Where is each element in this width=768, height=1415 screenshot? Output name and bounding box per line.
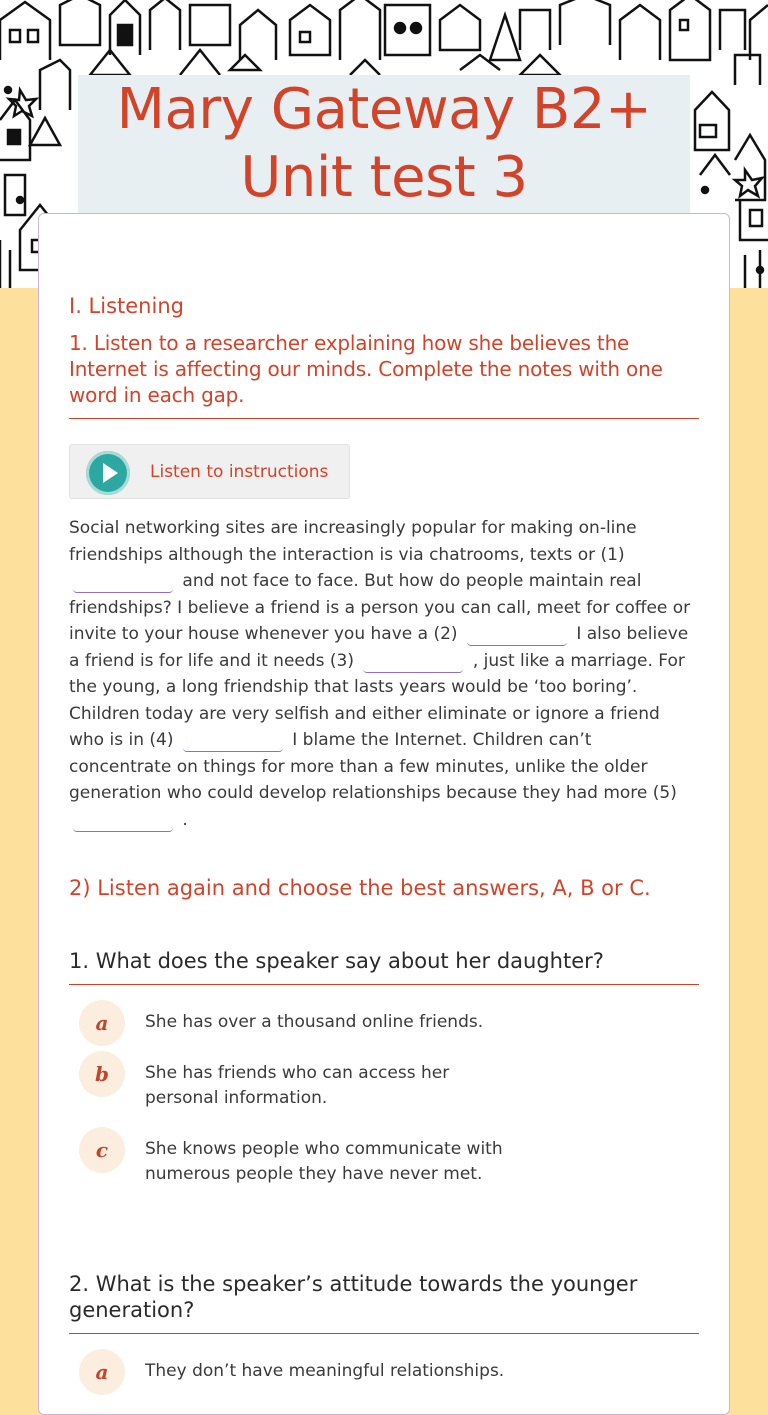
gap-input-3[interactable] xyxy=(363,652,463,673)
page-title-line2: Unit test 3 xyxy=(240,145,528,210)
question-divider xyxy=(69,984,699,985)
section-divider xyxy=(69,418,699,419)
question-1: 1. What does the speaker say about her daughter? xyxy=(69,949,604,973)
section-instruction: 1. Listen to a researcher explaining how she believes the Internet is affecting our minds. Complete the notes with one word in each gap. xyxy=(69,331,663,407)
question-2: 2. What is the speaker’s attitude towards the younger generation? xyxy=(69,1272,638,1322)
listen-instructions-label: Listen to instructions xyxy=(150,462,329,482)
option-text: She has over a thousand online friends. xyxy=(145,1012,484,1032)
page-title xyxy=(78,76,690,212)
passage-text: Social networking sites are increasingly popular for making on-line friendships although the interaction is via chatrooms, texts or (1) xyxy=(69,518,637,565)
passage-text: I blame the Internet. Children can’t concentrate on things for more than a few minutes, unlike the older generation who could develop relationships because they had more (5) xyxy=(69,730,677,803)
play-icon[interactable] xyxy=(86,451,130,495)
passage-text: . xyxy=(177,809,188,830)
option-text: She knows people who communicate with numerous people they have never met. xyxy=(145,1139,503,1184)
option-letter[interactable]: c xyxy=(79,1127,125,1173)
option-letter[interactable]: a xyxy=(79,1000,125,1046)
gap-input-5[interactable] xyxy=(73,811,173,832)
gap-input-2[interactable] xyxy=(467,625,567,646)
option-text: They don’t have meaningful relationships. xyxy=(145,1361,505,1381)
section-label: I. Listening xyxy=(69,294,184,318)
option-letter[interactable]: b xyxy=(79,1051,125,1097)
page-title-line1: Mary Gateway B2+ xyxy=(116,77,652,142)
passage-text: and not face to face. But how do people maintain real friendships? I believe a friend is a person you can call, meet for coffee or invite to your house whenever you have a (2) xyxy=(69,571,691,644)
listen-instructions-button[interactable] xyxy=(69,444,350,499)
listening-passage xyxy=(69,515,697,833)
option-text: She has friends who can access her personal information. xyxy=(145,1063,450,1108)
question-divider xyxy=(69,1333,699,1334)
gap-input-4[interactable] xyxy=(183,731,283,752)
gap-input-1[interactable] xyxy=(73,572,173,593)
part2-heading: 2) Listen again and choose the best answers, A, B or C. xyxy=(69,876,651,900)
option-letter[interactable]: a xyxy=(79,1349,125,1395)
passage-text: I also believe a friend is for life and it needs (3) xyxy=(69,624,689,671)
passage-text: , just like a marriage. For the young, a long friendship that lasts years would be ‘too boring’. Children today are very selfish and either eliminate or ignore a friend who is in (4) xyxy=(69,650,685,750)
